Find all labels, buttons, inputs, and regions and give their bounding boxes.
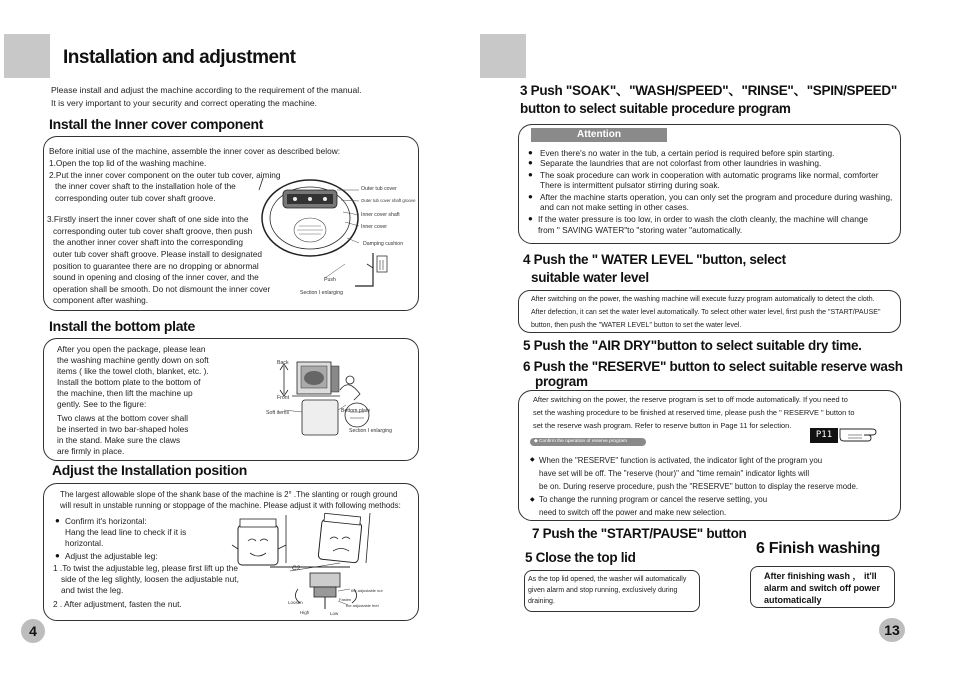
attention-item: If the water pressure is too low, in order to wash the cloth cleanly, the machine will change [538, 214, 869, 224]
reserve-item-1: When the "RESERVE" function is activated, the indicator light of the program you [539, 456, 823, 465]
bullet-icon: ● [528, 170, 533, 179]
label-section-enlarging: Section I enlarging [300, 290, 343, 296]
inner-cover-line: 1.Open the top lid of the washing machine. [49, 158, 207, 168]
inner-cover-line: outer tub cover shaft groove. Please install to designated [53, 249, 262, 259]
label-bottom-plate: Bottom plate [341, 408, 371, 414]
inner-cover-heading: Install the Inner cover component [49, 116, 264, 132]
display-readout: P11 [810, 428, 838, 443]
finish-washing-heading: 6 Finish washing [756, 540, 881, 557]
step4-heading: 4 Push the " WATER LEVEL "button, select [523, 252, 786, 267]
attention-item-line2: and can not make setting in other cases. [540, 202, 689, 212]
close-lid-line: draining. [528, 598, 555, 605]
label-high: High [300, 610, 310, 615]
inner-cover-line: operation shall be smooth. Do not dismount the inner cover [53, 284, 271, 294]
label-push: Push [324, 277, 336, 283]
bottom-plate-line: in the stand. Make sure the claws [57, 435, 181, 445]
intro-line-2: It is very important to your security and correct operating the machine. [51, 98, 318, 108]
label-c2: C2 [292, 565, 301, 572]
bottom-plate-line: be inserted in two bar-shaped holes [57, 424, 189, 434]
bottom-plate-line: the machine, then lift the machine up [57, 388, 193, 398]
diamond-bullet-icon: ◆ [530, 457, 535, 463]
label-low: Low [330, 611, 339, 616]
water-level-line: After defection, it can set the water level automatically. To select other water level, first push the "START/PAUSE" [531, 309, 881, 316]
adjust-line: The largest allowable slope of the shank base of the machine is 2° .The slanting or rough ground [60, 490, 398, 499]
label-front: Front [277, 395, 290, 401]
attention-label: Attention [531, 128, 667, 142]
inner-cover-line: the inner cover shaft to the installation hole of the [55, 181, 236, 191]
inner-cover-line: 3.Firstly insert the inner cover shaft of one side into the [47, 214, 249, 224]
bottom-plate-line: Two claws at the bottom cover shall [57, 413, 188, 423]
label-adjustable-nut: the adjustable nut [351, 588, 383, 593]
label-soft-items: Soft items [266, 410, 290, 416]
intro-line-1: Please install and adjust the machine according to the requirement of the manual. [51, 85, 362, 95]
label-loosen: Loosen [288, 600, 303, 605]
attention-item: Separate the laundries that are not colorfast from other laundries in washing. [540, 158, 822, 168]
pill-dot-icon: ◆ [534, 439, 540, 444]
label-inner-cover: Inner cover [361, 224, 387, 230]
label-back: Back [277, 360, 289, 366]
step6-reserve-heading-line2: program [535, 374, 588, 389]
reserve-line: set the washing procedure to be finished at reserved time, please push the " RESERVE " button to [533, 408, 855, 417]
bottom-plate-line: the washing machine gently down on soft [57, 355, 209, 365]
attention-item-line2: There is intermittent pulsator stirring during soak. [540, 180, 720, 190]
bottom-plate-line: items ( like the towel cloth, blanket, etc. ). [57, 366, 209, 376]
bullet-icon: ● [528, 148, 533, 157]
confirm-reserve-label: Confirm the operation of reserve program [539, 439, 628, 444]
adjust-step-2: 2 . After adjustment, fasten the nut. [53, 599, 182, 609]
left-gray-tab [4, 34, 50, 78]
bottom-plate-line: Install the bottom plate to the bottom of [57, 377, 201, 387]
adjust-bullet-1: Confirm it's horizontal: [65, 516, 147, 526]
reserve-line: set the reserve wash program. Refer to reserve button in Page 11 for selection. [533, 421, 792, 430]
label-fasten: Fasten [339, 597, 352, 602]
adjust-line: will result in unstable running or stoppage of the machine. Please adjust it with following methods: [60, 501, 401, 510]
step5-close-lid-heading: 5 Close the top lid [525, 550, 636, 565]
adjust-heading: Adjust the Installation position [52, 462, 247, 478]
diamond-bullet-icon: ◆ [530, 497, 535, 503]
page-number-left: 4 [21, 619, 45, 643]
water-level-line: button, then push the "WATER LEVEL" button to set the water level. [531, 322, 742, 329]
label-inner-cover-shaft: Inner cover shaft [361, 212, 400, 218]
reserve-item-2: To change the running program or cancel the reserve setting, you [539, 495, 768, 504]
step5-air-dry-heading: 5 Push the "AIR DRY"button to select suitable dry time. [523, 338, 862, 353]
inner-cover-line: sound in opening and closing of the inner cover, and the [53, 272, 259, 282]
inner-cover-line: corresponding outer tub cover shaft groove, then push [53, 226, 253, 236]
inner-cover-line: the another inner cover shaft into the corresponding [53, 237, 244, 247]
step4-heading-line2: suitable water level [531, 270, 649, 285]
attention-item-line2: from " SAVING WATER"to "storing water "automatically. [538, 225, 743, 235]
close-lid-line: given alarm and stop running, exclusively during [528, 587, 678, 594]
bullet-icon: ● [528, 214, 533, 223]
step7-heading: 7 Push the "START/PAUSE" button [532, 526, 747, 541]
bullet-icon: ● [55, 516, 60, 525]
bottom-plate-line: gently. See to the figure: [57, 399, 147, 409]
step3-heading-line2: button to select suitable procedure program [520, 101, 791, 116]
finish-line: automatically [764, 595, 822, 605]
bottom-plate-line: After you open the package, please lean [57, 344, 206, 354]
page-number-right: 13 [879, 618, 905, 642]
inner-cover-line: corresponding outer tub cover shaft groove. [55, 193, 216, 203]
adjust-step-1: 1 .To twist the adjustable leg, please first lift up the [53, 563, 238, 573]
adjust-bullet-1-line: horizontal. [65, 538, 104, 548]
bullet-icon: ● [55, 551, 60, 560]
close-lid-line: As the top lid opened, the washer will automatically [528, 576, 687, 583]
reserve-line: After switching on the power, the reserve program is set to off mode automatically. If you need to [533, 395, 848, 404]
finish-line: alarm and switch off power [764, 583, 881, 593]
inner-cover-line: Before initial use of the machine, assemble the inner cover as described below: [49, 146, 341, 156]
label-section-enlarging-2: Section I enlarging [349, 428, 392, 434]
label-damping-cushion: Damping cushion [363, 241, 404, 247]
label-adjustable-feet: the adjustable feet [346, 603, 379, 608]
attention-item: After the machine starts operation, you can only set the program and procedure during washing, [540, 192, 893, 202]
bottom-plate-heading: Install the bottom plate [49, 318, 196, 334]
confirm-reserve-pill [530, 438, 646, 446]
inner-cover-line: position to guarantee there are no dropping or abnormal [53, 261, 259, 271]
bullet-icon: ● [528, 158, 533, 167]
reserve-item-1-line: be on. During reserve procedure, push the "RESERVE" button to display the reserve mode. [539, 482, 859, 491]
right-gray-tab [480, 34, 526, 78]
attention-item: Even there's no water in the tub, a certain period is required before spin starting. [540, 148, 835, 158]
adjust-bullet-1-line: Hang the lead line to check if it is [65, 527, 187, 537]
label-outer-tub-cover: Outer tub cover [361, 186, 397, 192]
pointing-hand-icon [838, 423, 882, 447]
bullet-icon: ● [528, 192, 533, 201]
label-outer-tub-cover-shaft-groove: Outer tub cover shaft groove [361, 198, 416, 203]
finish-line: After finishing wash ， it'll [764, 571, 877, 581]
adjust-illustration [230, 505, 400, 617]
page-title: Installation and adjustment [63, 47, 296, 68]
inner-cover-line: 2.Put the inner cover component on the outer tub cover, aiming [49, 170, 281, 180]
step3-heading: 3 Push "SOAK"、"WASH/SPEED"、"RINSE"、"SPIN/SPEED" [520, 83, 897, 98]
water-level-line: After switching on the power, the washing machine will execute fuzzy program automatically to detect the cloth. [531, 296, 875, 303]
reserve-item-2-line: need to switch off the power and make new selection. [539, 508, 727, 517]
attention-item: The soak procedure can work in cooperation with automatic programs like normal, comforter [540, 170, 879, 180]
adjust-bullet-2: Adjust the adjustable leg: [65, 551, 158, 561]
reserve-item-1-line: have set will be off. The "reserve (hour)" and "time remain" indicator lights will [539, 469, 810, 478]
inner-cover-line: component after washing. [53, 295, 149, 305]
bottom-plate-line: are firmly in place. [57, 446, 125, 456]
adjust-step-1-line: side of the leg slightly, loosen the adjustable nut, [61, 574, 239, 584]
step6-reserve-heading: 6 Push the "RESERVE" button to select suitable reserve wash [523, 359, 903, 374]
adjust-step-1-line: and twist the leg. [61, 585, 124, 595]
